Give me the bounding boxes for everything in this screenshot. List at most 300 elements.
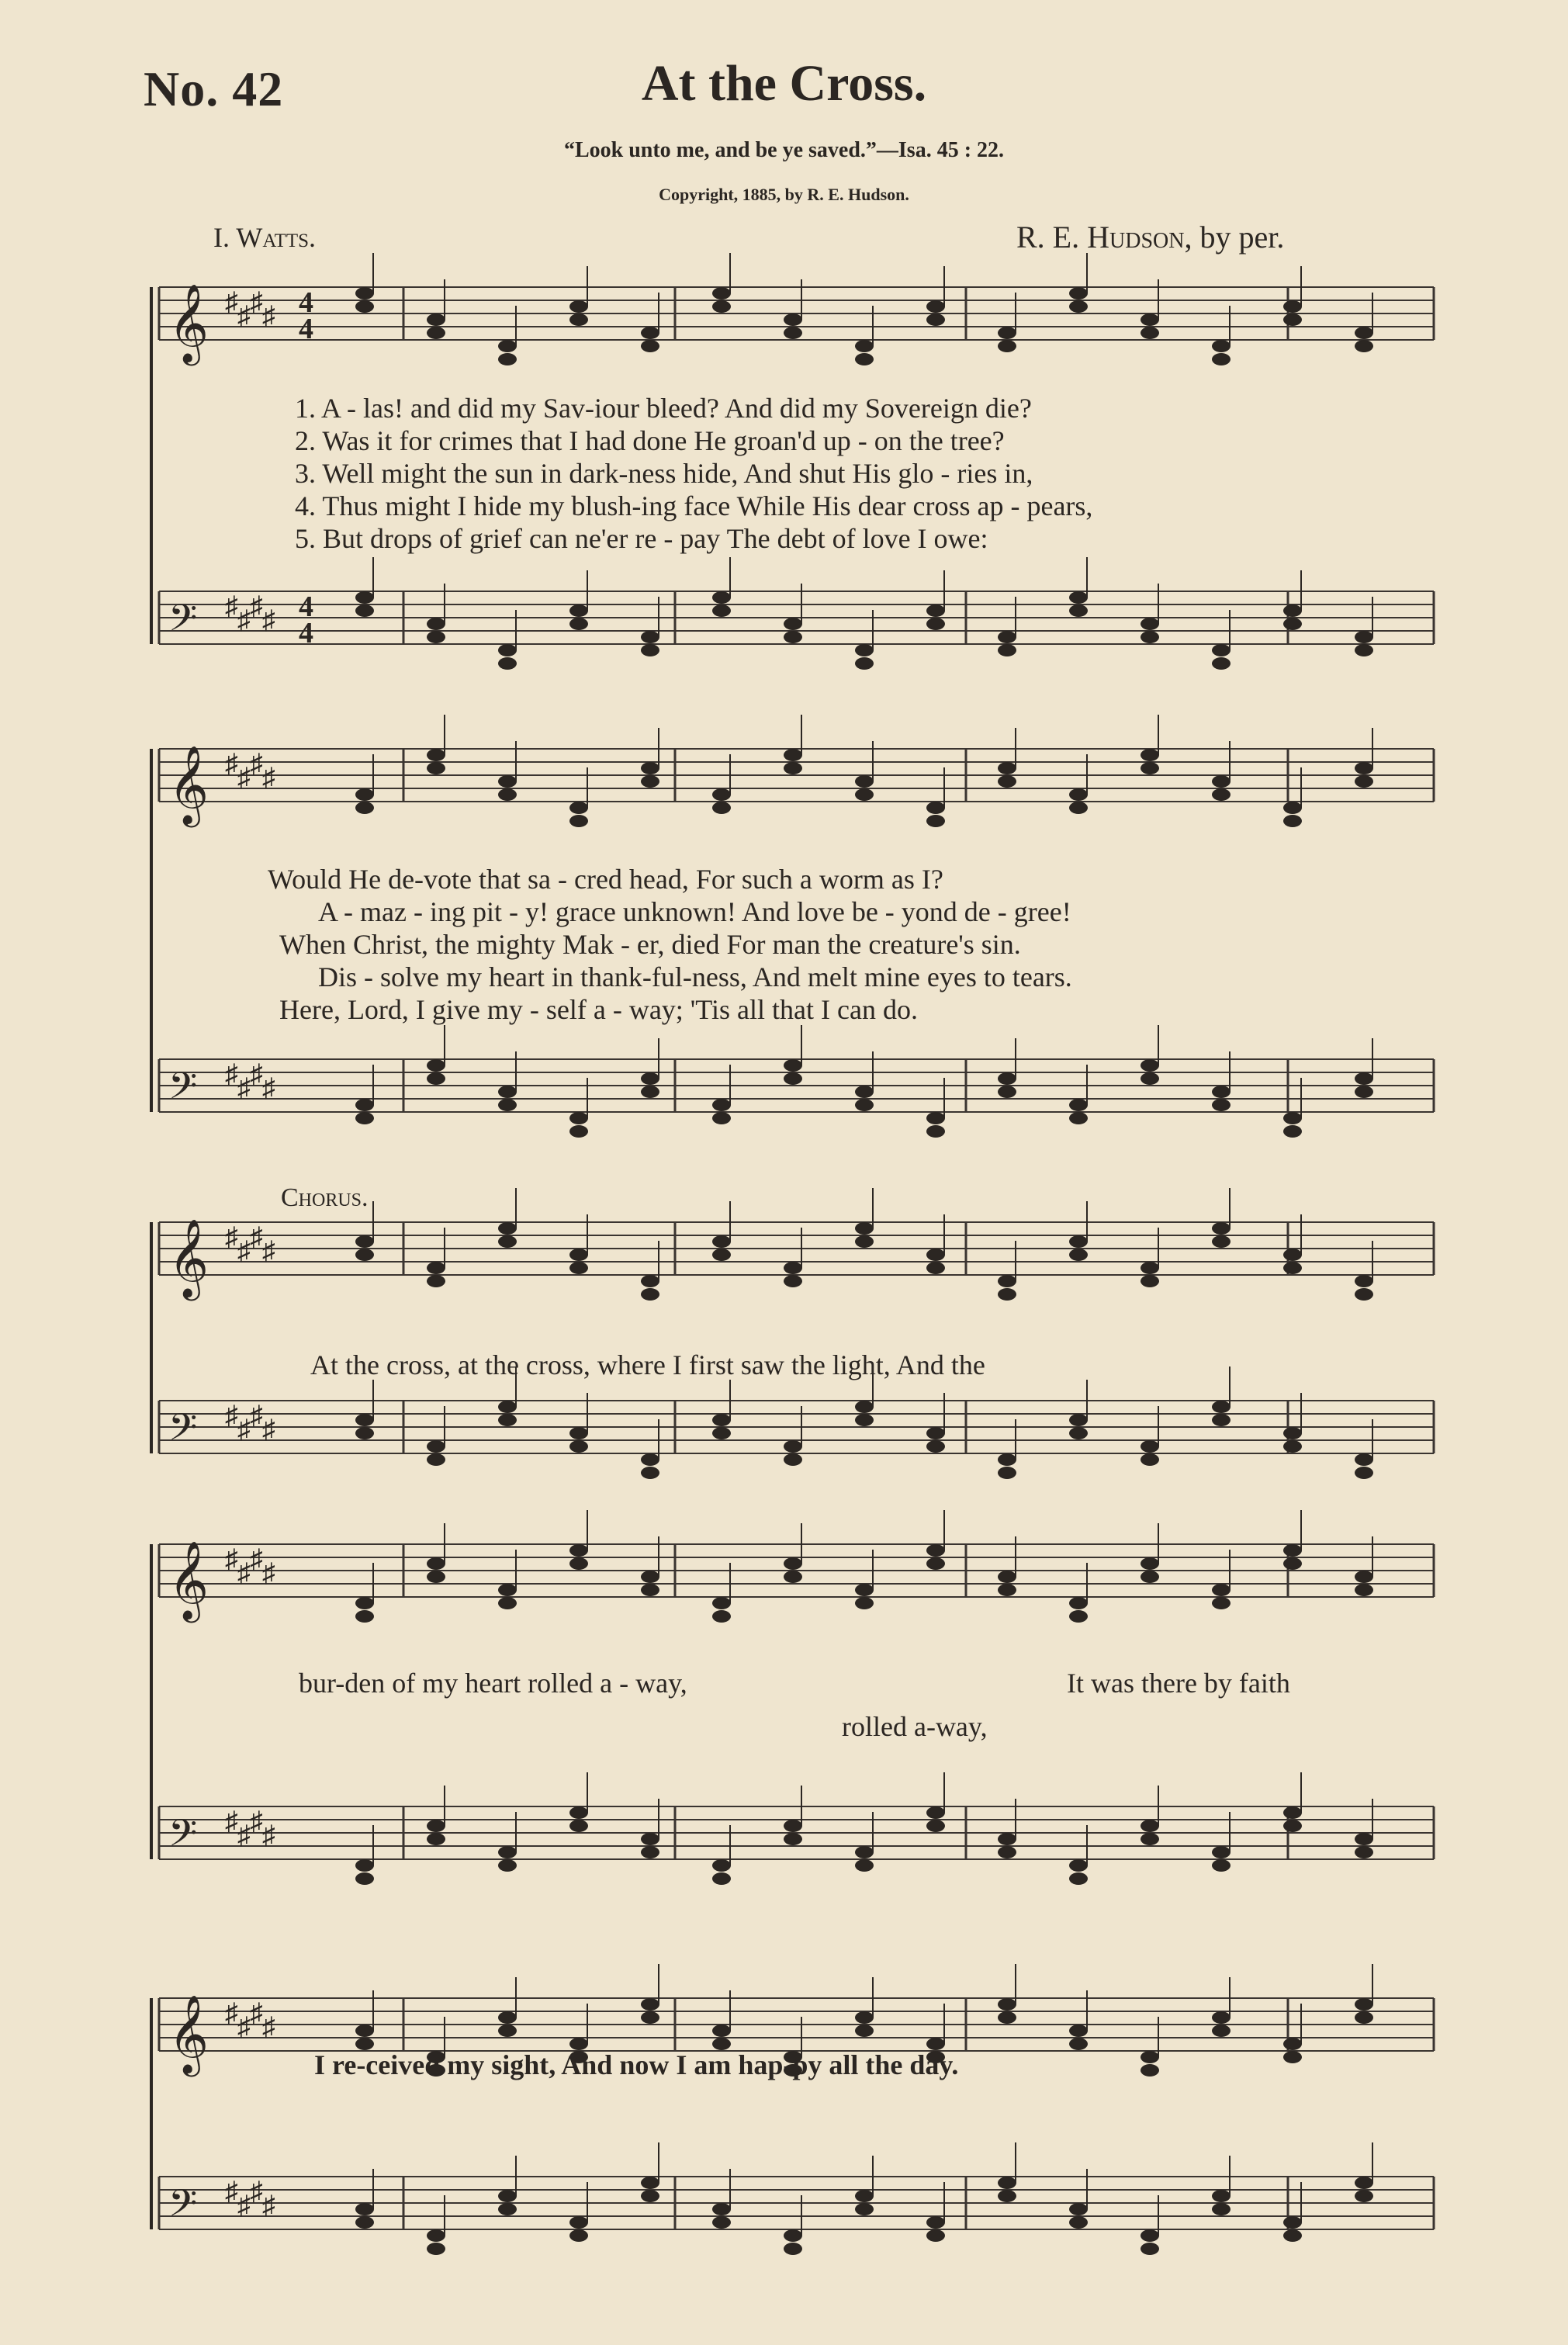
- sharp-sign: ♯: [250, 750, 263, 778]
- note-head: [1283, 1427, 1302, 1439]
- note-head: [569, 1557, 588, 1570]
- sharp-sign: ♯: [262, 764, 275, 792]
- bass-clef: 𝄢: [168, 1813, 198, 1863]
- note-head: [498, 2025, 517, 2037]
- note-head: [1069, 1414, 1088, 1426]
- note-head: [784, 1059, 802, 1072]
- chorus-line-1: At the cross, at the cross, where I first saw the light, And the: [310, 1349, 985, 1380]
- note-head: [1212, 2025, 1231, 2037]
- note-head: [641, 775, 659, 788]
- note-head: [1283, 604, 1302, 617]
- verse-1-line-b: Would He de-vote that sa - cred head, For such a worm as I?: [268, 864, 943, 895]
- note-head: [569, 300, 588, 313]
- note-head: [712, 1859, 731, 1872]
- note-head: [569, 313, 588, 326]
- note-head: [641, 2177, 659, 2189]
- note-head: [355, 802, 374, 814]
- note-head: [1212, 657, 1231, 670]
- note-head: [1069, 300, 1088, 313]
- composer-name: R. E. Hudson: [1016, 220, 1185, 255]
- note-head: [784, 327, 802, 339]
- note-head: [427, 1820, 445, 1832]
- verse-4-line-a: 4. Thus might I hide my blush-ing face While His dear cross ap - pears,: [295, 490, 1093, 521]
- note-head: [1283, 802, 1302, 814]
- note-head: [926, 2216, 945, 2229]
- verse-2-line-b: A - maz - ing pit - y! grace unknown! And love be - yond de - gree!: [318, 896, 1071, 927]
- note-head: [355, 1414, 374, 1426]
- note-head: [1355, 2011, 1373, 2024]
- note-head: [712, 2025, 731, 2037]
- note-head: [427, 1440, 445, 1453]
- note-head: [1141, 631, 1159, 643]
- note-head: [712, 591, 731, 604]
- hymn-title: At the Cross.: [641, 55, 927, 112]
- note-head: [1283, 1262, 1302, 1274]
- note-head: [1283, 1125, 1302, 1138]
- note-head: [498, 2011, 517, 2024]
- note-head: [1283, 1249, 1302, 1261]
- note-head: [712, 1427, 731, 1439]
- note-head: [1141, 1440, 1159, 1453]
- sharp-sign: ♯: [237, 2191, 251, 2220]
- note-head: [641, 1571, 659, 1583]
- note-head: [641, 2190, 659, 2202]
- note-head: [998, 340, 1016, 352]
- sharp-sign: ♯: [262, 302, 275, 331]
- note-head: [1069, 1610, 1088, 1623]
- note-head: [1355, 1288, 1373, 1301]
- note-head: [641, 1846, 659, 1858]
- sharp-sign: ♯: [262, 1559, 275, 1588]
- note-head: [1283, 2229, 1302, 2242]
- note-head: [427, 327, 445, 339]
- note-head: [712, 1235, 731, 1248]
- note-head: [1141, 1059, 1159, 1072]
- note-head: [855, 1584, 874, 1596]
- note-head: [1355, 2177, 1373, 2189]
- note-head: [569, 1820, 588, 1832]
- note-head: [712, 2216, 731, 2229]
- note-head: [784, 313, 802, 326]
- note-head: [998, 1072, 1016, 1085]
- note-head: [926, 802, 945, 814]
- note-head: [998, 1571, 1016, 1583]
- sharp-sign: ♯: [237, 1237, 251, 1266]
- note-head: [569, 604, 588, 617]
- time-signature-bottom: 4: [299, 313, 313, 345]
- note-head: [926, 2229, 945, 2242]
- sharp-sign: ♯: [262, 2013, 275, 2042]
- note-head: [1212, 1235, 1231, 1248]
- note-head: [712, 802, 731, 814]
- note-head: [998, 1584, 1016, 1596]
- sharp-sign: ♯: [225, 1545, 238, 1574]
- note-head: [498, 1401, 517, 1413]
- sharp-sign: ♯: [237, 606, 251, 635]
- sharp-sign: ♯: [250, 592, 263, 621]
- sharp-sign: ♯: [225, 750, 238, 778]
- note-head: [1069, 1112, 1088, 1124]
- note-head: [1355, 1833, 1373, 1845]
- note-head: [1212, 1584, 1231, 1596]
- note-head: [1355, 1846, 1373, 1858]
- note-head: [1069, 1427, 1088, 1439]
- note-head: [569, 1440, 588, 1453]
- note-head: [712, 1099, 731, 1111]
- sharp-sign: ♯: [237, 764, 251, 792]
- note-head: [926, 1125, 945, 1138]
- note-head: [784, 1820, 802, 1832]
- note-head: [427, 618, 445, 630]
- note-head: [1141, 1833, 1159, 1845]
- note-head: [498, 1584, 517, 1596]
- note-head: [712, 1249, 731, 1261]
- note-head: [427, 1453, 445, 1466]
- note-head: [784, 1453, 802, 1466]
- note-head: [1141, 1262, 1159, 1274]
- sharp-sign: ♯: [262, 1821, 275, 1850]
- note-head: [1212, 788, 1231, 801]
- sharp-sign: ♯: [225, 592, 238, 621]
- note-head: [998, 2011, 1016, 2024]
- note-head: [998, 2177, 1016, 2189]
- sharp-sign: ♯: [250, 1999, 263, 2028]
- sharp-sign: ♯: [262, 1074, 275, 1103]
- note-head: [1069, 1235, 1088, 1248]
- note-head: [569, 2229, 588, 2242]
- chorus-label: Chorus.: [281, 1183, 369, 1212]
- note-head: [1355, 1275, 1373, 1287]
- note-head: [498, 775, 517, 788]
- sharp-sign: ♯: [225, 1401, 238, 1430]
- note-head: [498, 1222, 517, 1235]
- sharp-sign: ♯: [262, 1237, 275, 1266]
- note-head: [498, 340, 517, 352]
- note-head: [1212, 353, 1231, 365]
- note-head: [569, 1125, 588, 1138]
- treble-clef: 𝄞: [168, 1997, 209, 2073]
- note-head: [784, 1262, 802, 1274]
- note-head: [998, 1998, 1016, 2011]
- note-head: [712, 2203, 731, 2215]
- chorus-line-2: bur-den of my heart rolled a - way,: [299, 1668, 687, 1699]
- note-head: [1355, 327, 1373, 339]
- note-head: [784, 631, 802, 643]
- note-head: [712, 1597, 731, 1609]
- note-head: [355, 2216, 374, 2229]
- note-head: [427, 749, 445, 761]
- note-head: [998, 775, 1016, 788]
- verse-5-line-b: Here, Lord, I give my - self a - way; 'Tis all that I can do.: [279, 994, 918, 1025]
- verse-4-line-b: Dis - solve my heart in thank-ful-ness, And melt mine eyes to tears.: [318, 961, 1072, 992]
- note-head: [712, 287, 731, 300]
- sharp-sign: ♯: [237, 1559, 251, 1588]
- note-head: [427, 2243, 445, 2255]
- note-head: [641, 2011, 659, 2024]
- note-head: [1283, 1820, 1302, 1832]
- note-head: [998, 1453, 1016, 1466]
- sharp-sign: ♯: [237, 302, 251, 331]
- note-head: [355, 1427, 374, 1439]
- note-head: [569, 1544, 588, 1557]
- note-head: [1212, 340, 1231, 352]
- note-head: [641, 1086, 659, 1098]
- chorus-line-2b: It was there by faith: [1067, 1668, 1290, 1699]
- note-head: [1212, 1401, 1231, 1413]
- note-head: [498, 1414, 517, 1426]
- chorus-line-3: I re-ceived my sight, And now I am hap-py all the day.: [314, 2049, 959, 2080]
- note-head: [784, 1275, 802, 1287]
- sharp-sign: ♯: [237, 1074, 251, 1103]
- sharp-sign: ♯: [237, 1821, 251, 1850]
- note-head: [998, 644, 1016, 656]
- note-head: [784, 1833, 802, 1845]
- note-head: [1069, 802, 1088, 814]
- note-head: [498, 353, 517, 365]
- note-head: [427, 1571, 445, 1583]
- note-head: [569, 1262, 588, 1274]
- note-head: [1355, 340, 1373, 352]
- time-signature-bottom: 4: [299, 617, 313, 649]
- note-head: [355, 1235, 374, 1248]
- copyright-line: Copyright, 1885, by R. E. Hudson.: [659, 185, 909, 204]
- note-head: [998, 2190, 1016, 2202]
- note-head: [641, 1275, 659, 1287]
- sharp-sign: ♯: [250, 1223, 263, 1252]
- note-head: [355, 287, 374, 300]
- note-head: [1283, 2216, 1302, 2229]
- note-head: [855, 2203, 874, 2215]
- note-head: [1355, 631, 1373, 643]
- note-head: [926, 300, 945, 313]
- note-head: [1141, 1453, 1159, 1466]
- note-head: [641, 1998, 659, 2011]
- note-head: [998, 1086, 1016, 1098]
- note-head: [498, 644, 517, 656]
- note-head: [1355, 1086, 1373, 1098]
- note-head: [569, 1249, 588, 1261]
- note-head: [855, 340, 874, 352]
- note-head: [355, 300, 374, 313]
- note-head: [855, 1859, 874, 1872]
- verse-3-line-b: When Christ, the mighty Mak - er, died For man the creature's sin.: [279, 929, 1021, 960]
- note-head: [998, 1275, 1016, 1287]
- treble-clef: 𝄞: [168, 1543, 209, 1619]
- sharp-sign: ♯: [250, 2177, 263, 2206]
- note-head: [1069, 604, 1088, 617]
- note-head: [1355, 1571, 1373, 1583]
- note-head: [1069, 1597, 1088, 1609]
- note-head: [926, 1557, 945, 1570]
- note-head: [998, 1467, 1016, 1479]
- note-head: [855, 2011, 874, 2024]
- note-head: [355, 788, 374, 801]
- note-head: [1141, 1275, 1159, 1287]
- note-head: [1283, 618, 1302, 630]
- note-head: [1069, 1249, 1088, 1261]
- note-head: [855, 788, 874, 801]
- sharp-sign: ♯: [262, 606, 275, 635]
- note-head: [427, 1262, 445, 1274]
- note-head: [641, 1467, 659, 1479]
- note-head: [712, 300, 731, 313]
- note-head: [1141, 762, 1159, 774]
- note-head: [1069, 2025, 1088, 2037]
- sharp-sign: ♯: [237, 1415, 251, 1444]
- note-head: [855, 657, 874, 670]
- note-head: [784, 1571, 802, 1583]
- note-head: [1283, 300, 1302, 313]
- note-head: [1355, 644, 1373, 656]
- note-head: [998, 1833, 1016, 1845]
- note-head: [1069, 2203, 1088, 2215]
- note-head: [1141, 313, 1159, 326]
- note-head: [498, 1846, 517, 1858]
- note-head: [855, 1235, 874, 1248]
- note-head: [1355, 1467, 1373, 1479]
- note-head: [926, 815, 945, 827]
- note-head: [641, 1288, 659, 1301]
- note-head: [855, 1401, 874, 1413]
- note-head: [1141, 2064, 1159, 2077]
- note-head: [355, 1610, 374, 1623]
- note-head: [855, 775, 874, 788]
- note-head: [1069, 2038, 1088, 2050]
- note-head: [569, 1427, 588, 1439]
- note-head: [355, 1099, 374, 1111]
- chorus-line-2-lower: rolled a-way,: [842, 1711, 988, 1742]
- note-head: [1141, 1820, 1159, 1832]
- verse-3-line-a: 3. Well might the sun in dark-ness hide, And shut His glo - ries in,: [295, 458, 1033, 489]
- note-head: [855, 353, 874, 365]
- note-head: [1355, 1998, 1373, 2011]
- note-head: [1212, 2011, 1231, 2024]
- sharp-sign: ♯: [262, 1415, 275, 1444]
- treble-clef: 𝄞: [168, 748, 209, 823]
- treble-clef: 𝄞: [168, 1221, 209, 1297]
- bass-clef: 𝄢: [168, 2183, 198, 2233]
- note-head: [784, 749, 802, 761]
- bass-clef: 𝄢: [168, 1407, 198, 1457]
- note-head: [1212, 1086, 1231, 1098]
- treble-clef: 𝄞: [168, 286, 209, 362]
- note-head: [569, 815, 588, 827]
- hymn-number: No. 42: [144, 61, 284, 116]
- scripture-epigraph: “Look unto me, and be ye saved.”—Isa. 45 : 22.: [563, 138, 1005, 162]
- note-head: [1141, 618, 1159, 630]
- note-head: [712, 788, 731, 801]
- bass-clef: 𝄢: [168, 1065, 198, 1116]
- note-head: [1355, 775, 1373, 788]
- note-head: [355, 1597, 374, 1609]
- note-head: [1141, 1571, 1159, 1583]
- note-head: [926, 604, 945, 617]
- sharp-sign: ♯: [225, 1060, 238, 1089]
- note-head: [1283, 2051, 1302, 2063]
- note-head: [855, 1086, 874, 1098]
- note-head: [1212, 1414, 1231, 1426]
- note-head: [784, 1440, 802, 1453]
- note-head: [855, 1597, 874, 1609]
- note-head: [855, 2190, 874, 2202]
- sharp-sign: ♯: [250, 288, 263, 317]
- note-head: [427, 762, 445, 774]
- verse-5-line-a: 5. But drops of grief can ne'er re - pay The debt of love I owe:: [295, 523, 988, 554]
- note-head: [427, 1833, 445, 1845]
- note-head: [926, 1806, 945, 1819]
- note-head: [1283, 1806, 1302, 1819]
- note-head: [1283, 1440, 1302, 1453]
- sharp-sign: ♯: [225, 288, 238, 317]
- time-signature-top: 4: [299, 591, 313, 623]
- note-head: [427, 1275, 445, 1287]
- note-head: [355, 1249, 374, 1261]
- note-head: [1141, 2229, 1159, 2242]
- sharp-sign: ♯: [237, 2013, 251, 2042]
- note-head: [1212, 1859, 1231, 1872]
- note-head: [1212, 644, 1231, 656]
- note-head: [998, 631, 1016, 643]
- note-head: [498, 1859, 517, 1872]
- note-head: [427, 631, 445, 643]
- time-signature-top: 4: [299, 286, 313, 319]
- note-head: [1069, 788, 1088, 801]
- note-head: [427, 1072, 445, 1085]
- lyricist: I. Watts.: [213, 222, 317, 253]
- note-head: [1355, 762, 1373, 774]
- note-head: [569, 618, 588, 630]
- note-head: [1283, 1112, 1302, 1124]
- note-head: [1069, 591, 1088, 604]
- note-head: [998, 1288, 1016, 1301]
- note-head: [427, 1059, 445, 1072]
- note-head: [926, 1820, 945, 1832]
- note-head: [641, 762, 659, 774]
- note-head: [1069, 287, 1088, 300]
- note-head: [1141, 327, 1159, 339]
- note-head: [1355, 2190, 1373, 2202]
- sharp-sign: ♯: [225, 1999, 238, 2028]
- note-head: [712, 1872, 731, 1885]
- note-head: [1355, 1584, 1373, 1596]
- note-head: [498, 788, 517, 801]
- note-head: [498, 1235, 517, 1248]
- note-head: [784, 618, 802, 630]
- note-head: [998, 1846, 1016, 1858]
- note-head: [355, 1112, 374, 1124]
- note-head: [1069, 1872, 1088, 1885]
- note-head: [355, 2203, 374, 2215]
- note-head: [1283, 313, 1302, 326]
- note-head: [926, 1112, 945, 1124]
- verse-2-line-a: 2. Was it for crimes that I had done He groan'd up - on the tree?: [295, 425, 1005, 456]
- note-head: [1212, 1099, 1231, 1111]
- note-head: [1283, 1557, 1302, 1570]
- note-head: [569, 2216, 588, 2229]
- note-head: [1212, 2190, 1231, 2202]
- note-head: [641, 1833, 659, 1845]
- note-head: [926, 1544, 945, 1557]
- note-head: [498, 1597, 517, 1609]
- note-head: [784, 2229, 802, 2242]
- bass-clef: 𝄢: [168, 598, 198, 648]
- note-head: [784, 1072, 802, 1085]
- note-head: [784, 2243, 802, 2255]
- note-head: [712, 1610, 731, 1623]
- note-head: [926, 1262, 945, 1274]
- note-head: [498, 1099, 517, 1111]
- note-head: [1212, 775, 1231, 788]
